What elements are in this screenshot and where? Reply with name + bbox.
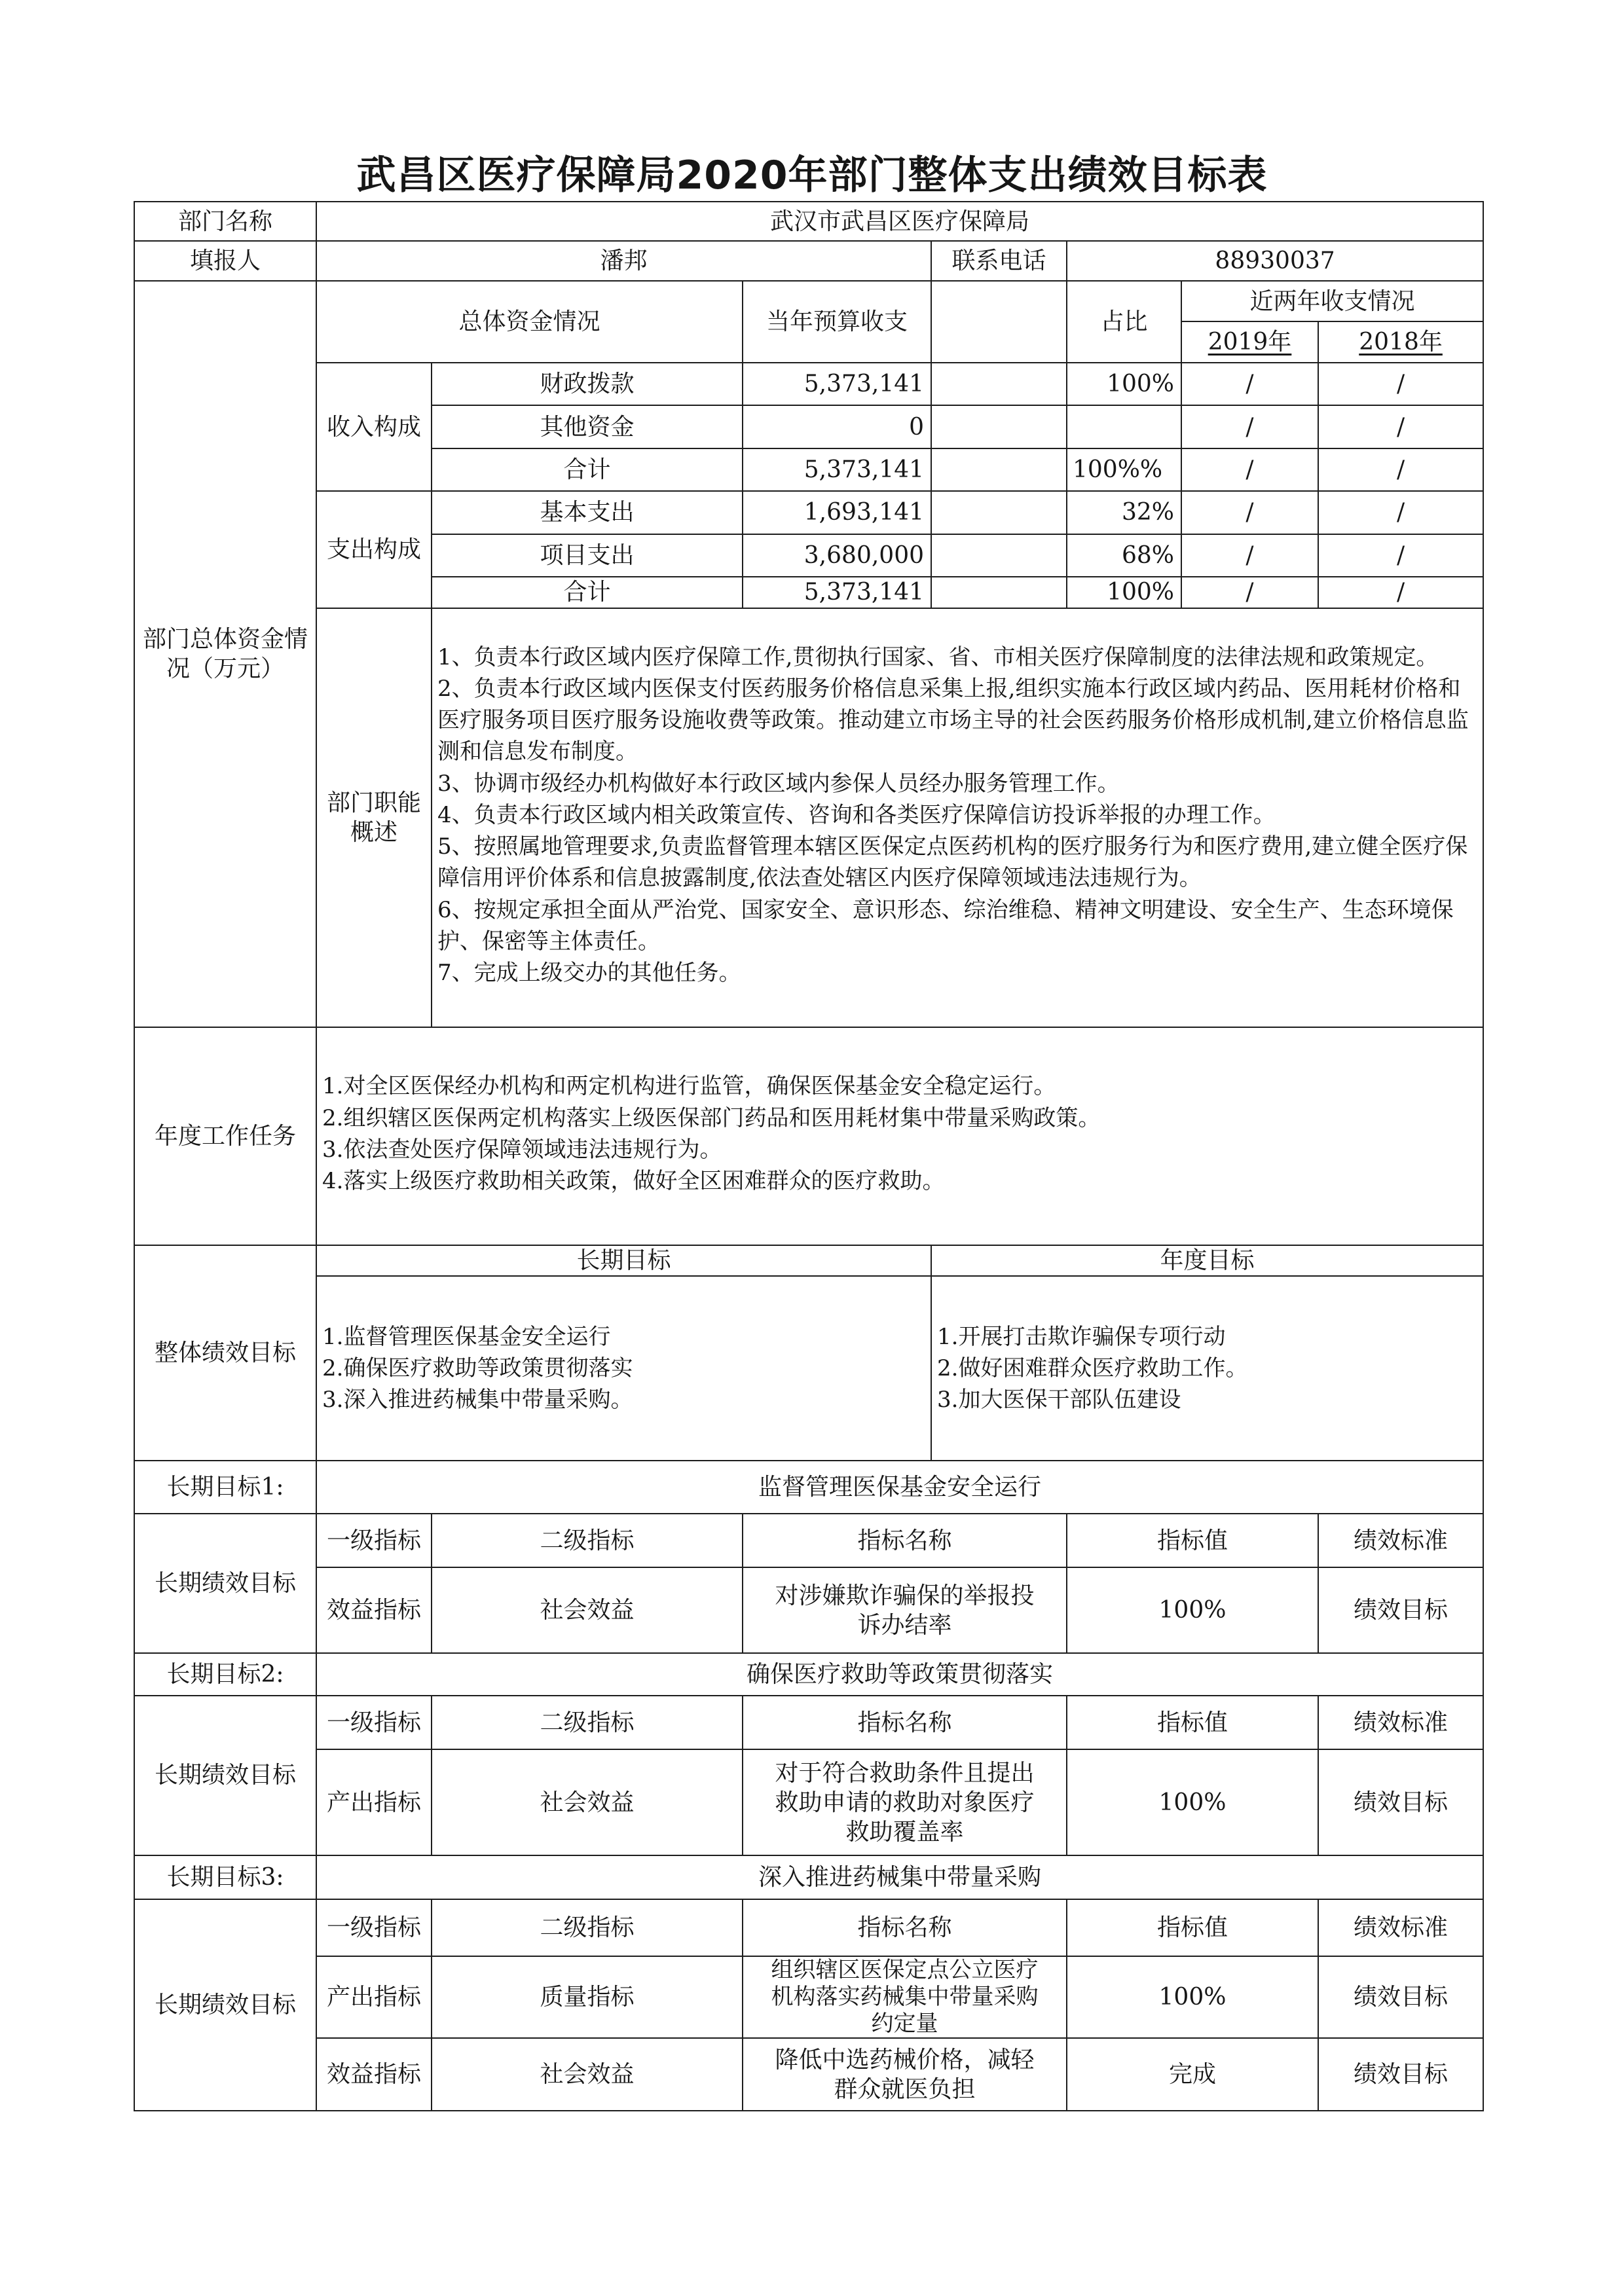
tasks-item: 1.对全区医保经办机构和两定机构进行监管，确保医保基金安全稳定运行。	[322, 1073, 1056, 1100]
funds-row-y1: /	[1181, 405, 1318, 448]
indicator-standard: 绩效目标	[1318, 2038, 1483, 2111]
indicator-value: 完成	[1067, 2038, 1318, 2111]
annual-goal-item: 2.做好困难群众医疗救助工作。	[937, 1355, 1248, 1381]
funds-header-row-1	[134, 281, 1483, 321]
indicator-value-header: 指标值	[1067, 1899, 1318, 1956]
functions-item: 5、按照属地管理要求,负责监督管理本辖区医保定点医药机构的医疗服务行为和医疗费用,建立健全医疗保障信用评价体系和信息披露制度,依法查处辖区内医疗保障领域违法违规行为。	[437, 833, 1468, 892]
funds-row-name: 基本支出	[432, 491, 743, 534]
overall-goals-header-row	[134, 1245, 1483, 1276]
overall-funds-label: 总体资金情况	[316, 281, 743, 363]
annual-goal-list	[937, 1321, 1476, 1416]
funds-row-y2: /	[1318, 577, 1483, 608]
filler-value: 潘邦	[316, 241, 931, 280]
long-goal-block-label: 长期绩效目标	[134, 1696, 316, 1855]
long-goal-label: 长期目标1:	[134, 1461, 316, 1514]
funds-row-y2: /	[1318, 405, 1483, 448]
long-goal-item: 3.深入推进药械集中带量采购。	[322, 1387, 633, 1413]
phone-label: 联系电话	[931, 241, 1067, 280]
indicator-level2: 社会效益	[432, 2038, 743, 2111]
budget-label: 当年预算收支	[743, 281, 931, 363]
functions-item: 2、负责本行政区域内医保支付医药服务价格信息采集上报,组织实施本行政区域内药品、医用耗材价格和医疗服务项目医疗服务设施收费等政策。推动建立市场主导的社会医药服务价格形成机制,建立价格信息监测和信息发布制度。	[437, 675, 1469, 765]
annual-goal-item: 1.开展打击欺诈骗保专项行动	[937, 1323, 1226, 1350]
annual-goal-item: 3.加大医保干部队伍建设	[937, 1387, 1181, 1413]
standard-header: 绩效标准	[1318, 1696, 1483, 1750]
indicator-name: 对涉嫌欺诈骗保的举报投诉办结率	[743, 1567, 1067, 1653]
phone-value: 88930037	[1067, 241, 1483, 280]
tasks-item: 4.落实上级医疗救助相关政策，做好全区困难群众的医疗救助。	[322, 1168, 945, 1195]
indicator-row	[134, 2038, 1483, 2111]
dept-row	[134, 202, 1483, 241]
funds-row-ratio: 100%	[1067, 363, 1181, 405]
funds-row-ratio: 100%%	[1067, 448, 1181, 491]
filler-row	[134, 241, 1483, 280]
performance-target-table	[134, 201, 1484, 2111]
indicator-name-header: 指标名称	[743, 1899, 1067, 1956]
expense-label: 支出构成	[316, 491, 432, 608]
funds-row-y1: /	[1181, 577, 1318, 608]
indicator-row	[134, 1956, 1483, 2038]
long-goal-item: 1.监督管理医保基金安全运行	[322, 1323, 611, 1350]
level2-header: 二级指标	[432, 1899, 743, 1956]
indicator-header-row	[134, 1696, 1483, 1750]
long-goal-title: 深入推进药械集中带量采购	[316, 1855, 1483, 1900]
funds-row-name: 合计	[432, 577, 743, 608]
functions-item: 6、按规定承担全面从严治党、国家安全、意识形态、综治维稳、精神文明建设、安全生产、生态环境保护、保密等主体责任。	[437, 896, 1454, 955]
functions-row	[134, 608, 1483, 1028]
funds-row-y2: /	[1318, 363, 1483, 405]
indicator-level1: 效益指标	[316, 1567, 432, 1653]
funds-row-budget: 5,373,141	[743, 577, 931, 608]
long-goal-block-label: 长期绩效目标	[134, 1899, 316, 2111]
long-goal-title-row	[134, 1653, 1483, 1695]
funds-row-ratio: 32%	[1067, 491, 1181, 534]
functions-item: 3、协调市级经办机构做好本行政区域内参保人员经办服务管理工作。	[437, 770, 1120, 797]
indicator-standard: 绩效目标	[1318, 1567, 1483, 1653]
long-goal-title: 确保医疗救助等政策贯彻落实	[316, 1653, 1483, 1695]
tasks-list	[322, 1070, 1476, 1197]
funds-row	[134, 491, 1483, 534]
indicator-header-row	[134, 1899, 1483, 1956]
income-label: 收入构成	[316, 363, 432, 491]
indicator-level2: 社会效益	[432, 1749, 743, 1855]
funds-row-y1: /	[1181, 534, 1318, 577]
funds-row-budget: 0	[743, 405, 931, 448]
indicator-value-header: 指标值	[1067, 1696, 1318, 1750]
indicator-name-header: 指标名称	[743, 1696, 1067, 1750]
long-goal-list	[322, 1321, 924, 1416]
funds-row-budget: 1,693,141	[743, 491, 931, 534]
funds-row-name: 财政拨款	[432, 363, 743, 405]
indicator-name: 对于符合救助条件且提出救助申请的救助对象医疗救助覆盖率	[743, 1749, 1067, 1855]
long-goal-header: 长期目标	[316, 1245, 931, 1276]
indicator-header-row	[134, 1514, 1483, 1568]
functions-label: 部门职能概述	[316, 608, 432, 1028]
funds-row-name: 合计	[432, 448, 743, 491]
funds-row-ratio	[1067, 405, 1181, 448]
functions-item: 4、负责本行政区域内相关政策宣传、咨询和各类医疗保障信访投诉举报的办理工作。	[437, 801, 1276, 828]
funds-row-name: 其他资金	[432, 405, 743, 448]
funds-row-y1: /	[1181, 448, 1318, 491]
indicator-name-header: 指标名称	[743, 1514, 1067, 1568]
long-goal-label: 长期目标2:	[134, 1653, 316, 1695]
funds-section-label: 部门总体资金情况（万元）	[134, 281, 316, 1027]
document-title: 武昌区医疗保障局2020年部门整体支出绩效目标表	[356, 153, 1268, 198]
year-2019: 2019年	[1208, 329, 1292, 356]
indicator-row	[134, 1567, 1483, 1653]
level1-header: 一级指标	[316, 1899, 432, 1956]
indicator-name: 降低中选药械价格，减轻群众就医负担	[743, 2038, 1067, 2111]
indicator-level1: 产出指标	[316, 1749, 432, 1855]
indicator-value: 100%	[1067, 1749, 1318, 1855]
indicator-name: 组织辖区医保定点公立医疗机构落实药械集中带量采购约定量	[743, 1956, 1067, 2038]
indicator-level2: 社会效益	[432, 1567, 743, 1653]
recent-label: 近两年收支情况	[1181, 281, 1483, 321]
level1-header: 一级指标	[316, 1514, 432, 1568]
long-goal-block-label: 长期绩效目标	[134, 1514, 316, 1654]
funds-row	[134, 363, 1483, 405]
funds-row-budget: 3,680,000	[743, 534, 931, 577]
funds-row-ratio: 100%	[1067, 577, 1181, 608]
indicator-level1: 效益指标	[316, 2038, 432, 2111]
funds-row-y1: /	[1181, 491, 1318, 534]
indicator-row	[134, 1749, 1483, 1855]
level2-header: 二级指标	[432, 1514, 743, 1568]
indicator-value: 100%	[1067, 1567, 1318, 1653]
dept-label: 部门名称	[134, 202, 316, 241]
level2-header: 二级指标	[432, 1696, 743, 1750]
funds-row-y2: /	[1318, 491, 1483, 534]
tasks-item: 3.依法查处医疗保障领域违法违规行为。	[322, 1136, 722, 1163]
indicator-level1: 产出指标	[316, 1956, 432, 2038]
funds-row-ratio: 68%	[1067, 534, 1181, 577]
long-goal-title: 监督管理医保基金安全运行	[316, 1461, 1483, 1514]
overall-goals-label: 整体绩效目标	[134, 1245, 316, 1461]
overall-goals-body-row	[134, 1276, 1483, 1461]
functions-item: 1、负责本行政区域内医疗保障工作,贯彻执行国家、省、市相关医疗保障制度的法律法规和政策规定。	[437, 644, 1439, 670]
indicator-level2: 质量指标	[432, 1956, 743, 2038]
standard-header: 绩效标准	[1318, 1514, 1483, 1568]
indicator-value: 100%	[1067, 1956, 1318, 2038]
dept-value: 武汉市武昌区医疗保障局	[316, 202, 1483, 241]
blank-col	[931, 281, 1067, 363]
indicator-standard: 绩效目标	[1318, 1956, 1483, 2038]
long-goal-label: 长期目标3:	[134, 1855, 316, 1900]
functions-list	[437, 642, 1476, 989]
long-goal-item: 2.确保医疗救助等政策贯彻落实	[322, 1355, 633, 1381]
funds-row-y2: /	[1318, 534, 1483, 577]
standard-header: 绩效标准	[1318, 1899, 1483, 1956]
funds-row-budget: 5,373,141	[743, 448, 931, 491]
filler-label: 填报人	[134, 241, 316, 280]
funds-row-y1: /	[1181, 363, 1318, 405]
long-goal-title-row	[134, 1855, 1483, 1900]
funds-row-y2: /	[1318, 448, 1483, 491]
level1-header: 一级指标	[316, 1696, 432, 1750]
long-goal-title-row	[134, 1461, 1483, 1514]
funds-row-name: 项目支出	[432, 534, 743, 577]
tasks-label: 年度工作任务	[134, 1027, 316, 1245]
indicator-standard: 绩效目标	[1318, 1749, 1483, 1855]
tasks-row	[134, 1027, 1483, 1245]
functions-item: 7、完成上级交办的其他任务。	[437, 960, 741, 987]
indicator-value-header: 指标值	[1067, 1514, 1318, 1568]
funds-row-budget: 5,373,141	[743, 363, 931, 405]
tasks-item: 2.组织辖区医保两定机构落实上级医保部门药品和医用耗材集中带量采购政策。	[322, 1104, 1101, 1131]
ratio-label: 占比	[1067, 281, 1181, 363]
year-2018: 2018年	[1359, 329, 1443, 356]
annual-goal-header: 年度目标	[931, 1245, 1483, 1276]
